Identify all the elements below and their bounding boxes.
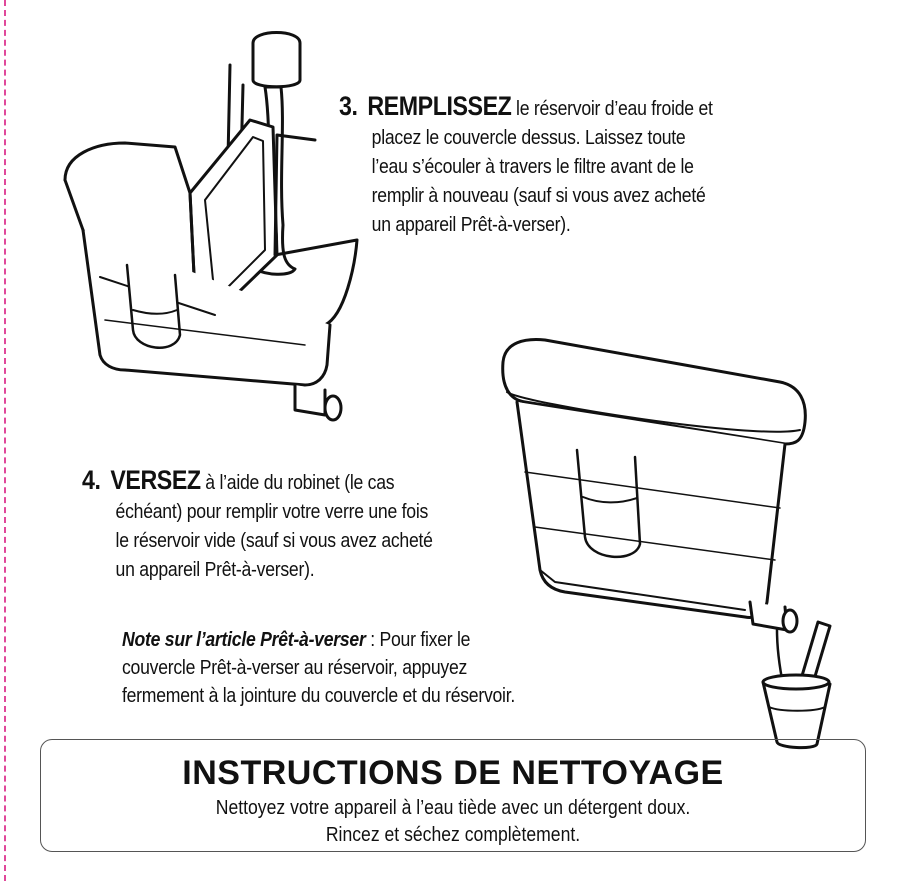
step-3-verb: REMPLISSEZ <box>367 91 512 121</box>
step-4-line-2: échéant) pour remplir votre verre une fois <box>115 500 429 523</box>
cleaning-line-2: Rincez et séchez complètement. <box>325 824 581 846</box>
step-3-line-4: remplir à nouveau (sauf si vous avez acheté <box>371 184 706 207</box>
note-line-3: fermement à la jointure du couvercle et du réservoir. <box>122 684 516 707</box>
step-4-verb: VERSEZ <box>110 465 201 495</box>
step-4-number: 4. <box>82 465 101 495</box>
faucet-filling-dispenser-icon <box>55 25 365 435</box>
step-3 <box>339 92 713 239</box>
trim-line <box>4 0 6 881</box>
note-line-2: couvercle Prêt-à-verser au réservoir, appuyez <box>122 656 468 679</box>
pour-ready-note <box>122 626 515 710</box>
step-4-line-3: le réservoir vide (sauf si vous avez acheté <box>115 529 433 552</box>
cleaning-body <box>90 795 815 849</box>
step-3-line-3: l’eau s’écouler à travers le filtre avant de le <box>371 155 694 178</box>
note-lead: Note sur l’article Prêt-à-verser <box>122 628 366 651</box>
note-line-1: : Pour fixer le <box>365 628 471 651</box>
cleaning-line-1: Nettoyez votre appareil à l’eau tiède avec un détergent doux. <box>215 797 691 819</box>
step-3-line-1: le réservoir d’eau froide et <box>511 97 713 120</box>
dispenser-pouring-glass-icon <box>495 332 840 757</box>
step-4-line-4: un appareil Prêt-à-verser). <box>115 558 315 581</box>
cleaning-title: INSTRUCTIONS DE NETTOYAGE <box>182 754 724 792</box>
step-4 <box>82 466 433 584</box>
step-3-line-2: placez le couvercle dessus. Laissez toute <box>371 126 686 149</box>
cleaning-instructions-box <box>40 739 866 852</box>
step-4-line-1: à l’aide du robinet (le cas <box>200 471 395 494</box>
step-3-line-5: un appareil Prêt-à-verser). <box>371 213 571 236</box>
step-3-number: 3. <box>339 91 358 121</box>
